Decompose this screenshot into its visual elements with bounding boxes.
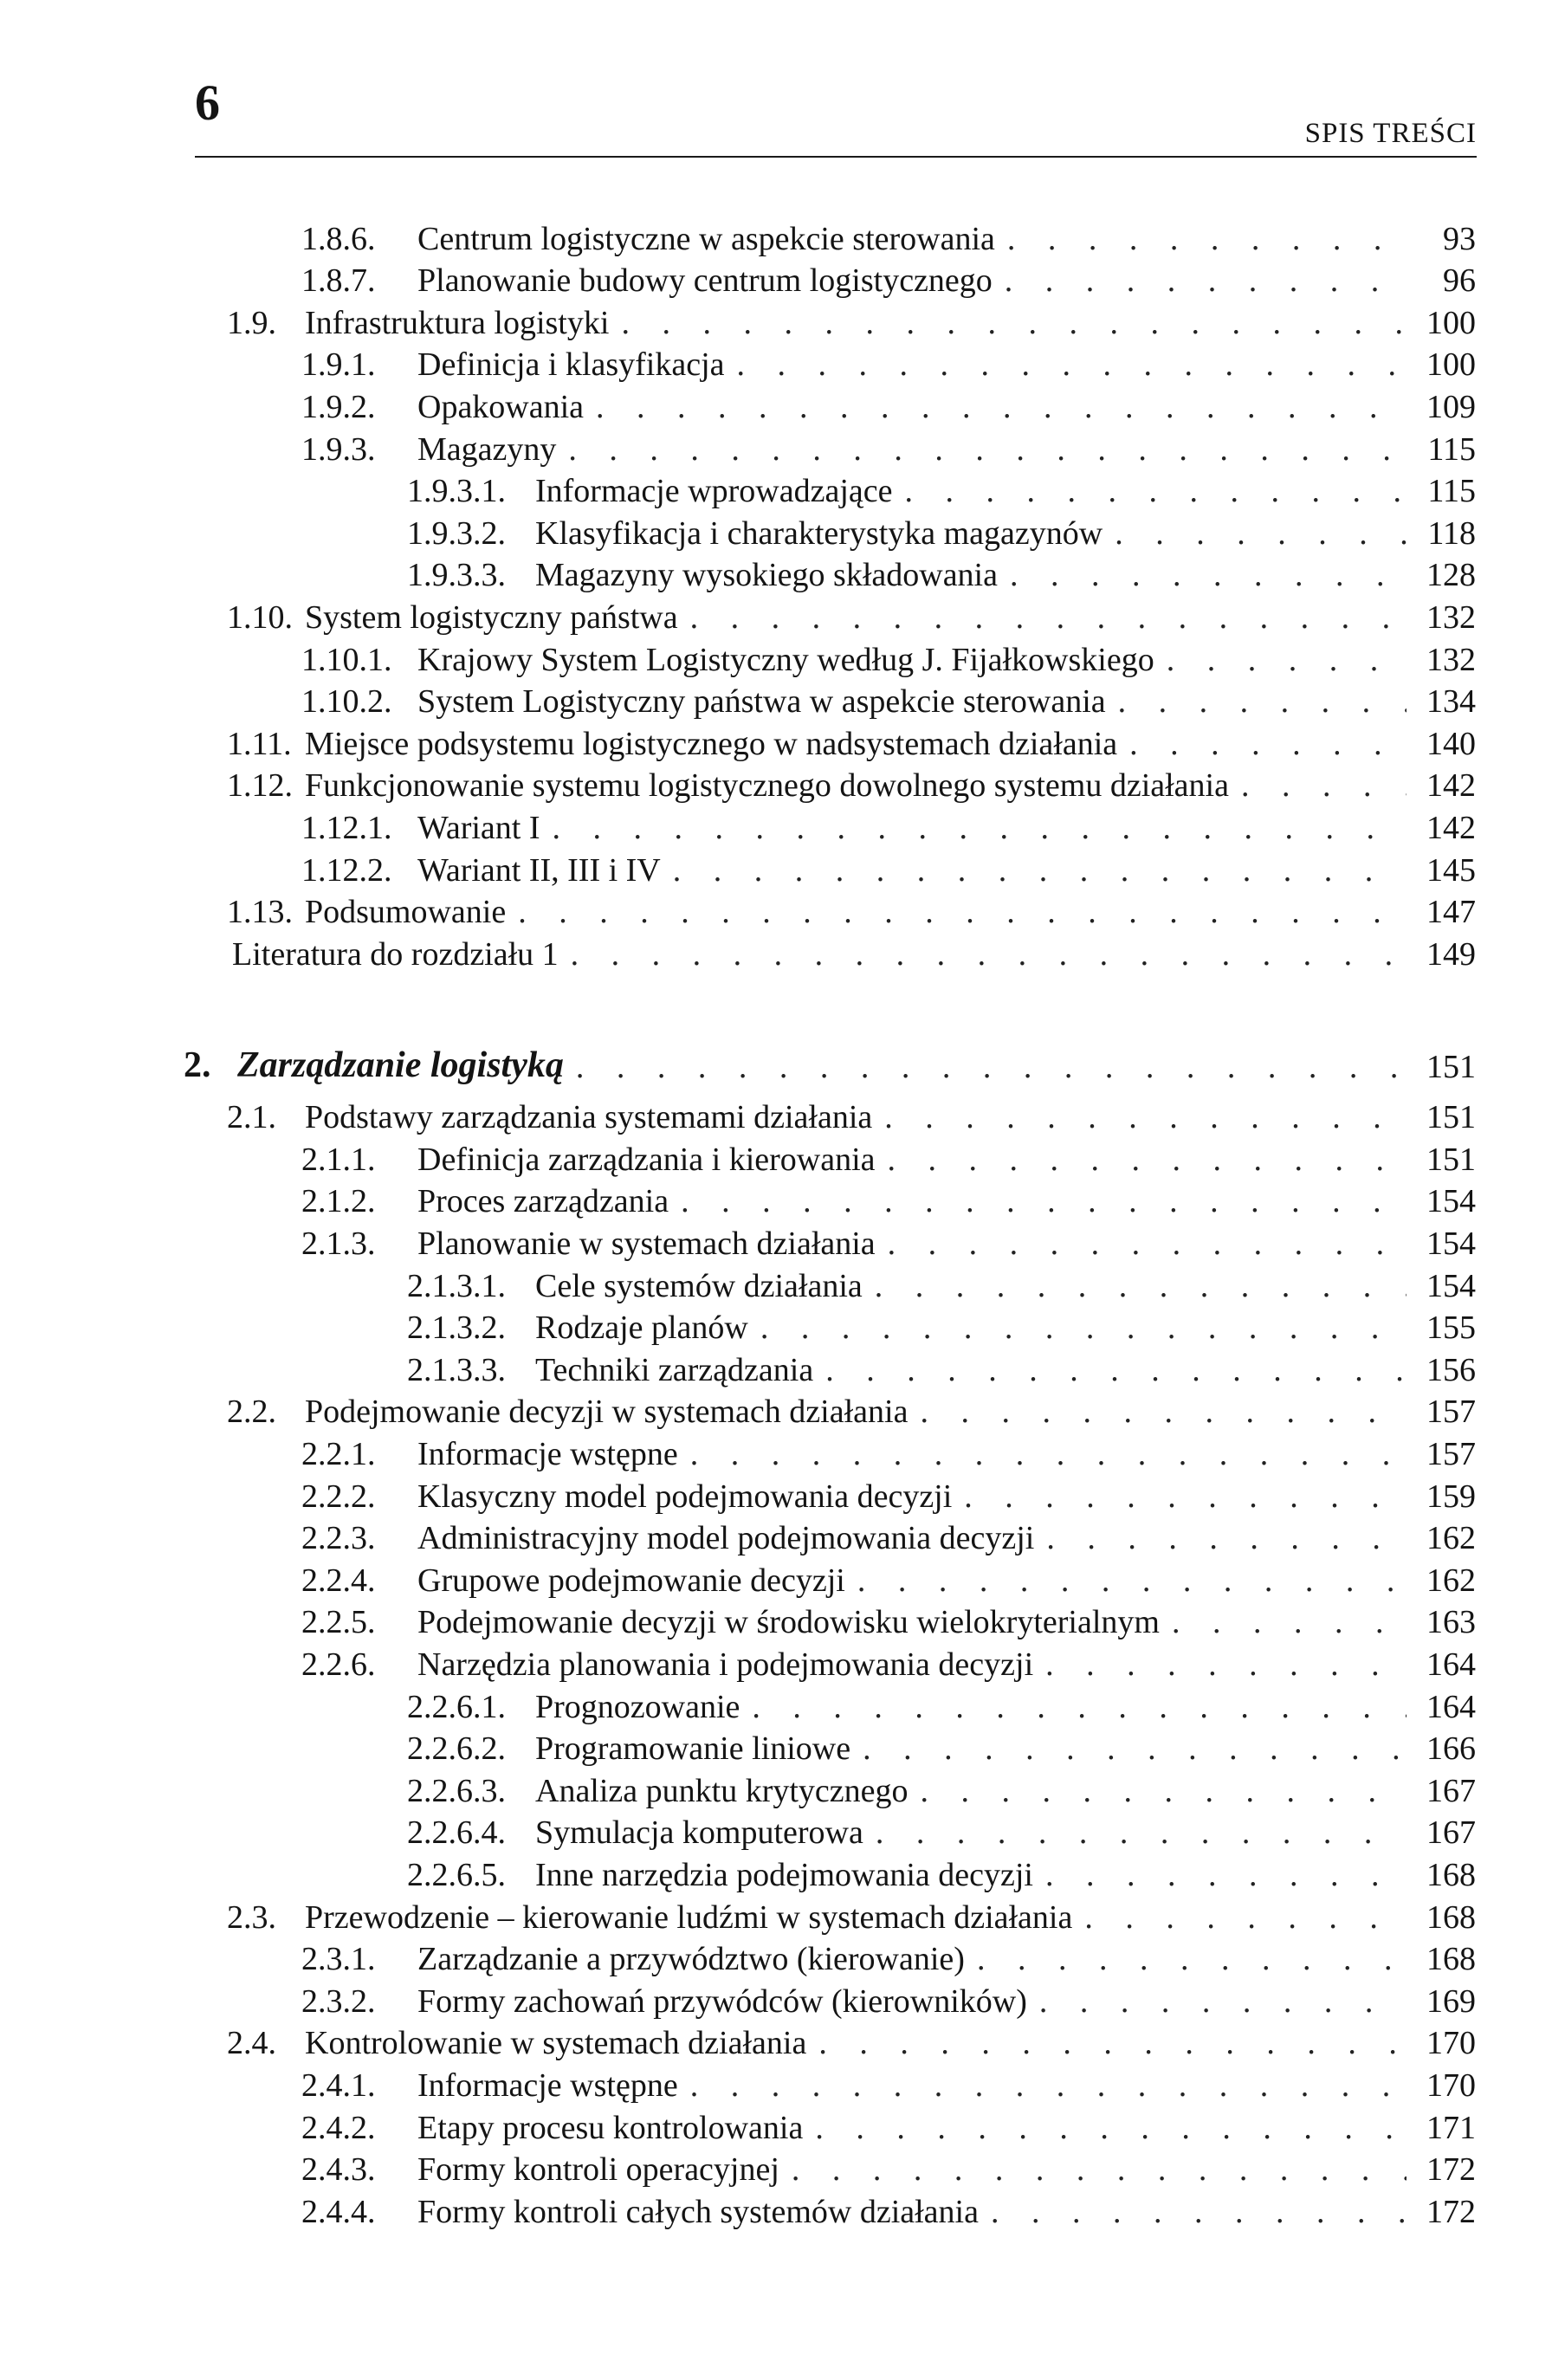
dot-leader <box>792 2153 1406 2186</box>
dot-leader <box>596 391 1406 424</box>
toc-entry <box>0 2018 1552 2060</box>
dot-leader <box>884 1101 1406 1134</box>
toc-entry-number: 1.8.7. <box>301 262 376 300</box>
toc-entry <box>0 1176 1552 1219</box>
toc-entry-page: 170 <box>1426 2025 1476 2062</box>
dot-leader <box>888 1227 1406 1260</box>
dot-leader <box>621 307 1406 340</box>
toc-entry-page: 157 <box>1426 1436 1476 1473</box>
toc-entry <box>0 2144 1552 2187</box>
toc-entry-number: 2.3.2. <box>301 1982 376 2020</box>
dot-leader <box>568 433 1406 466</box>
toc-entry-page: 157 <box>1426 1394 1476 1431</box>
toc-entry-title: Literatura do rozdziału 1 <box>232 935 559 973</box>
toc-entry-number: 2. <box>184 1044 211 1085</box>
dot-leader <box>760 1311 1406 1344</box>
toc-entry <box>0 2186 1552 2228</box>
toc-entry-number: 1.9.2. <box>301 388 376 425</box>
toc-entry-number: 1.12.2. <box>301 851 392 889</box>
toc-entry-page: 154 <box>1426 1267 1476 1304</box>
toc-entry-page: 172 <box>1426 2193 1476 2230</box>
toc-entry-page: 115 <box>1427 430 1476 468</box>
dot-leader <box>1084 1901 1406 1934</box>
toc-entry-number: 2.2.6.3. <box>407 1772 506 1809</box>
toc-entry <box>0 1092 1552 1135</box>
toc-entry-number: 2.2. <box>227 1394 276 1431</box>
dot-leader <box>857 1564 1406 1597</box>
toc-entry-page: 163 <box>1426 1604 1476 1641</box>
toc-entry <box>0 928 1552 971</box>
toc-entry-page: 132 <box>1426 598 1476 636</box>
table-of-contents <box>0 213 1552 2228</box>
toc-entry-title: Formy kontroli całych systemów działania <box>417 2193 979 2230</box>
toc-entry <box>0 2060 1552 2102</box>
toc-entry-title: Etapy procesu kontrolowania <box>417 2109 804 2146</box>
toc-entry-title: Centrum logistyczne w aspekcie sterowania <box>417 220 995 257</box>
toc-entry-title: Programowanie liniowe <box>535 1730 851 1768</box>
toc-entry <box>0 1555 1552 1597</box>
toc-entry <box>0 340 1552 382</box>
dot-leader <box>977 1943 1406 1976</box>
toc-entry-title: Wariant II, III i IV <box>417 851 661 889</box>
toc-chapter-entry <box>0 1016 1552 1083</box>
toc-entry-number: 1.12. <box>227 767 293 805</box>
toc-entry-number: 2.3. <box>227 1898 276 1936</box>
toc-entry-number: 1.8.6. <box>301 220 376 257</box>
toc-entry-title: Kontrolowanie w systemach działania <box>305 2025 807 2062</box>
toc-entry <box>0 1724 1552 1766</box>
dot-leader <box>888 1143 1406 1176</box>
dot-leader <box>825 1354 1406 1387</box>
toc-entry-number: 1.9.3.2. <box>407 514 506 552</box>
toc-entry <box>0 1303 1552 1345</box>
toc-entry-page: 151 <box>1426 1099 1476 1136</box>
toc-entry-title: Techniki zarządzania <box>535 1351 814 1388</box>
toc-entry-number: 1.11. <box>227 725 292 762</box>
dot-leader <box>681 1185 1406 1218</box>
dot-leader <box>863 1732 1406 1765</box>
toc-entry-title: Przewodzenie – kierowanie ludźmi w systemach działania <box>305 1898 1073 1936</box>
toc-entry-number: 2.2.6.5. <box>407 1856 506 1893</box>
toc-entry <box>0 2102 1552 2144</box>
dot-leader <box>1045 1648 1406 1681</box>
toc-entry-page: 166 <box>1426 1730 1476 1768</box>
toc-entry-number: 1.9.1. <box>301 346 376 384</box>
dot-leader <box>737 348 1406 381</box>
dot-leader <box>1045 1859 1406 1892</box>
toc-entry <box>0 1513 1552 1555</box>
toc-entry <box>0 1218 1552 1263</box>
toc-entry <box>0 802 1552 844</box>
toc-entry <box>0 466 1552 508</box>
dot-leader <box>690 1438 1406 1471</box>
toc-entry-page: 159 <box>1426 1478 1476 1515</box>
toc-entry <box>0 1344 1552 1387</box>
dot-leader <box>818 2027 1406 2060</box>
dot-leader <box>673 854 1406 887</box>
toc-entry-title: Formy kontroli operacyjnej <box>417 2151 779 2189</box>
toc-entry-title: Definicja zarządzania i kierowania <box>417 1141 876 1178</box>
toc-entry-page: 134 <box>1426 683 1476 721</box>
toc-entry <box>0 508 1552 550</box>
toc-entry-title: Podsumowanie <box>305 894 507 931</box>
toc-entry <box>0 381 1552 424</box>
toc-entry-title: Symulacja komputerowa <box>535 1814 863 1852</box>
page-number: 6 <box>195 74 220 131</box>
page-header <box>195 74 1477 158</box>
toc-entry-title: Informacje wstępne <box>417 2066 678 2104</box>
toc-entry <box>0 676 1552 719</box>
dot-leader <box>1046 1522 1406 1555</box>
toc-entry-title: Podstawy zarządzania systemami działania <box>305 1099 873 1136</box>
toc-entry-title: Narzędzia planowania i podejmowania decyzji <box>417 1646 1034 1683</box>
toc-entry-page: 162 <box>1426 1520 1476 1557</box>
dot-leader <box>576 1051 1406 1083</box>
toc-entry-title: Grupowe podejmowanie decyzji <box>417 1562 845 1599</box>
toc-entry-number: 2.4.2. <box>301 2109 376 2146</box>
toc-entry-title: Podejmowanie decyzji w środowisku wielokryterialnym <box>417 1604 1160 1641</box>
toc-entry-title: Magazyny wysokiego składowania <box>535 557 998 594</box>
dot-leader <box>1241 769 1406 802</box>
toc-entry-title: Administracyjny model podejmowania decyzji <box>417 1520 1035 1557</box>
toc-entry-number: 1.10.1. <box>301 641 392 678</box>
toc-entry-number: 2.2.6.1. <box>407 1688 506 1725</box>
toc-entry <box>0 1639 1552 1681</box>
dot-leader <box>552 812 1406 844</box>
dot-leader <box>1007 223 1406 255</box>
toc-entry-title: Rodzaje planów <box>535 1310 748 1347</box>
toc-entry-page: 109 <box>1426 388 1476 425</box>
toc-entry-page: 162 <box>1426 1562 1476 1599</box>
toc-entry-title: Planowanie w systemach działania <box>417 1226 876 1263</box>
toc-entry <box>0 592 1552 634</box>
toc-entry-page: 168 <box>1426 1941 1476 1978</box>
toc-entry-page: 93 <box>1443 220 1476 257</box>
toc-entry-number: 2.1.3.1. <box>407 1267 506 1304</box>
toc-entry-number: 2.1.3.3. <box>407 1351 506 1388</box>
dot-leader <box>1118 685 1406 718</box>
toc-entry-number: 2.1.2. <box>301 1183 376 1220</box>
toc-entry <box>0 1428 1552 1471</box>
toc-entry-number: 2.4.1. <box>301 2066 376 2104</box>
toc-entry-title: Proces zarządzania <box>417 1183 669 1220</box>
toc-entry-number: 2.4. <box>227 2025 276 2062</box>
toc-entry <box>0 1134 1552 1176</box>
toc-entry-page: 168 <box>1426 1856 1476 1893</box>
toc-entry-page: 171 <box>1426 2109 1476 2146</box>
dot-leader <box>1167 644 1406 676</box>
toc-entry-page: 169 <box>1426 1982 1476 2020</box>
toc-entry-title: Inne narzędzia podejmowania decyzji <box>535 1856 1033 1893</box>
toc-entry <box>0 1934 1552 1976</box>
toc-entry-number: 1.9.3.1. <box>407 473 506 510</box>
toc-entry-title: Krajowy System Logistyczny według J. Fijałkowskiego <box>417 641 1154 678</box>
toc-entry <box>0 1597 1552 1639</box>
toc-entry-title: Infrastruktura logistyki <box>305 304 610 341</box>
toc-entry-page: 115 <box>1427 473 1476 510</box>
toc-entry-page: 167 <box>1426 1772 1476 1809</box>
toc-entry-number: 2.2.3. <box>301 1520 376 1557</box>
toc-entry-page: 155 <box>1426 1310 1476 1347</box>
toc-entry-number: 2.2.6. <box>301 1646 376 1683</box>
toc-entry <box>0 718 1552 760</box>
toc-entry-number: 2.3.1. <box>301 1941 376 1978</box>
toc-entry-title: Prognozowanie <box>535 1688 740 1725</box>
dot-leader <box>815 2112 1406 2144</box>
toc-entry-page: 96 <box>1443 262 1476 300</box>
toc-entry-title: Analiza punktu krytycznego <box>535 1772 909 1809</box>
toc-entry-title: System logistyczny państwa <box>305 598 678 636</box>
toc-entry-number: 1.9. <box>227 304 276 341</box>
toc-entry-number: 2.1. <box>227 1099 276 1136</box>
dot-leader <box>1172 1606 1406 1639</box>
dot-leader <box>991 2196 1406 2228</box>
toc-entry-number: 2.4.3. <box>301 2151 376 2189</box>
toc-entry <box>0 634 1552 676</box>
toc-entry-title: Klasyczny model podejmowania decyzji <box>417 1478 953 1515</box>
dot-leader <box>1129 728 1406 760</box>
toc-entry <box>0 1976 1552 2018</box>
toc-entry <box>0 844 1552 887</box>
toc-entry-page: 151 <box>1426 1141 1476 1178</box>
toc-entry-title: Wariant I <box>417 809 540 846</box>
toc-entry <box>0 1387 1552 1429</box>
toc-entry-page: 167 <box>1426 1814 1476 1852</box>
toc-entry-number: 1.10. <box>227 598 293 636</box>
toc-entry-number: 1.9.3. <box>301 430 376 468</box>
toc-entry <box>0 297 1552 340</box>
dot-leader <box>875 1270 1406 1303</box>
dot-leader <box>921 1775 1406 1808</box>
toc-entry-number: 1.13. <box>227 894 293 931</box>
toc-entry-page: 100 <box>1426 304 1476 341</box>
toc-entry-title: Formy zachowań przywódców (kierowników) <box>417 1982 1027 2020</box>
toc-entry-number: 2.2.6.4. <box>407 1814 506 1852</box>
toc-entry-page: 154 <box>1426 1226 1476 1263</box>
toc-entry-title: Magazyny <box>417 430 557 468</box>
toc-entry <box>0 1765 1552 1808</box>
toc-entry <box>0 1849 1552 1892</box>
toc-entry-number: 1.9.3.3. <box>407 557 506 594</box>
toc-entry-page: 151 <box>1426 1048 1476 1085</box>
toc-entry <box>0 550 1552 592</box>
toc-entry-page: 154 <box>1426 1183 1476 1220</box>
toc-entry-number: 2.2.4. <box>301 1562 376 1599</box>
toc-entry-page: 147 <box>1426 894 1476 931</box>
toc-entry-number: 2.4.4. <box>301 2193 376 2230</box>
dot-leader <box>1039 1985 1406 2018</box>
toc-entry-page: 132 <box>1426 641 1476 678</box>
toc-entry <box>0 887 1552 929</box>
toc-entry-title: Definicja i klasyfikacja <box>417 346 725 384</box>
toc-entry-title: Zarządzanie logistyką <box>237 1044 564 1085</box>
toc-entry-title: Funkcjonowanie systemu logistycznego dowolnego systemu działania <box>305 767 1229 805</box>
toc-entry-number: 2.2.2. <box>301 1478 376 1515</box>
toc-entry-title: Zarządzanie a przywództwo (kierowanie) <box>417 1941 965 1978</box>
dot-leader <box>752 1691 1406 1724</box>
toc-entry-page: 140 <box>1426 725 1476 762</box>
toc-entry-title: Planowanie budowy centrum logistycznego <box>417 262 993 300</box>
dot-leader <box>876 1816 1406 1849</box>
toc-entry-number: 2.2.6.2. <box>407 1730 506 1768</box>
toc-entry <box>0 760 1552 803</box>
toc-entry <box>0 255 1552 298</box>
dot-leader <box>904 475 1406 508</box>
toc-entry-page: 156 <box>1426 1351 1476 1388</box>
dot-leader <box>964 1480 1406 1513</box>
toc-entry-page: 164 <box>1426 1646 1476 1683</box>
toc-entry-title: System Logistyczny państwa w aspekcie sterowania <box>417 683 1106 721</box>
dot-leader <box>1005 264 1406 297</box>
toc-entry <box>0 213 1552 255</box>
toc-entry-page: 149 <box>1426 935 1476 973</box>
toc-entry-title: Miejsce podsystemu logistycznego w nadsystemach działania <box>305 725 1118 762</box>
dot-leader <box>1010 559 1406 592</box>
running-head: SPIS TREŚCI <box>1304 118 1477 149</box>
toc-entry <box>0 424 1552 466</box>
toc-entry-page: 170 <box>1426 2066 1476 2104</box>
dot-leader <box>1115 517 1406 550</box>
toc-entry-number: 2.2.5. <box>301 1604 376 1641</box>
toc-entry-number: 2.2.1. <box>301 1436 376 1473</box>
dot-leader <box>571 938 1406 971</box>
toc-entry-title: Podejmowanie decyzji w systemach działania <box>305 1394 909 1431</box>
dot-leader <box>920 1395 1406 1428</box>
toc-entry <box>0 1892 1552 1934</box>
toc-entry-number: 2.1.3. <box>301 1226 376 1263</box>
toc-entry-title: Informacje wprowadzające <box>535 473 893 510</box>
toc-entry-page: 128 <box>1426 557 1476 594</box>
toc-entry-page: 142 <box>1426 809 1476 846</box>
toc-entry-page: 100 <box>1426 346 1476 384</box>
toc-entry-title: Klasyfikacja i charakterystyka magazynów <box>535 514 1103 552</box>
toc-entry-number: 1.10.2. <box>301 683 392 721</box>
toc-entry-title: Opakowania <box>417 388 585 425</box>
toc-entry-number: 2.1.1. <box>301 1141 376 1178</box>
toc-entry <box>0 1471 1552 1513</box>
toc-entry <box>0 1260 1552 1303</box>
toc-entry-page: 142 <box>1426 767 1476 805</box>
toc-entry-page: 145 <box>1426 851 1476 889</box>
toc-entry-title: Cele systemów działania <box>535 1267 863 1304</box>
toc-entry-page: 168 <box>1426 1898 1476 1936</box>
dot-leader <box>690 601 1406 634</box>
toc-entry-title: Informacje wstępne <box>417 1436 678 1473</box>
toc-entry <box>0 1808 1552 1850</box>
toc-entry-page: 164 <box>1426 1688 1476 1725</box>
dot-leader <box>518 896 1406 928</box>
toc-entry-page: 172 <box>1426 2151 1476 2189</box>
dot-leader <box>690 2069 1406 2102</box>
toc-entry-number: 1.12.1. <box>301 809 392 846</box>
toc-entry <box>0 1681 1552 1724</box>
toc-entry-number: 2.1.3.2. <box>407 1310 506 1347</box>
toc-entry-page: 118 <box>1427 514 1476 552</box>
